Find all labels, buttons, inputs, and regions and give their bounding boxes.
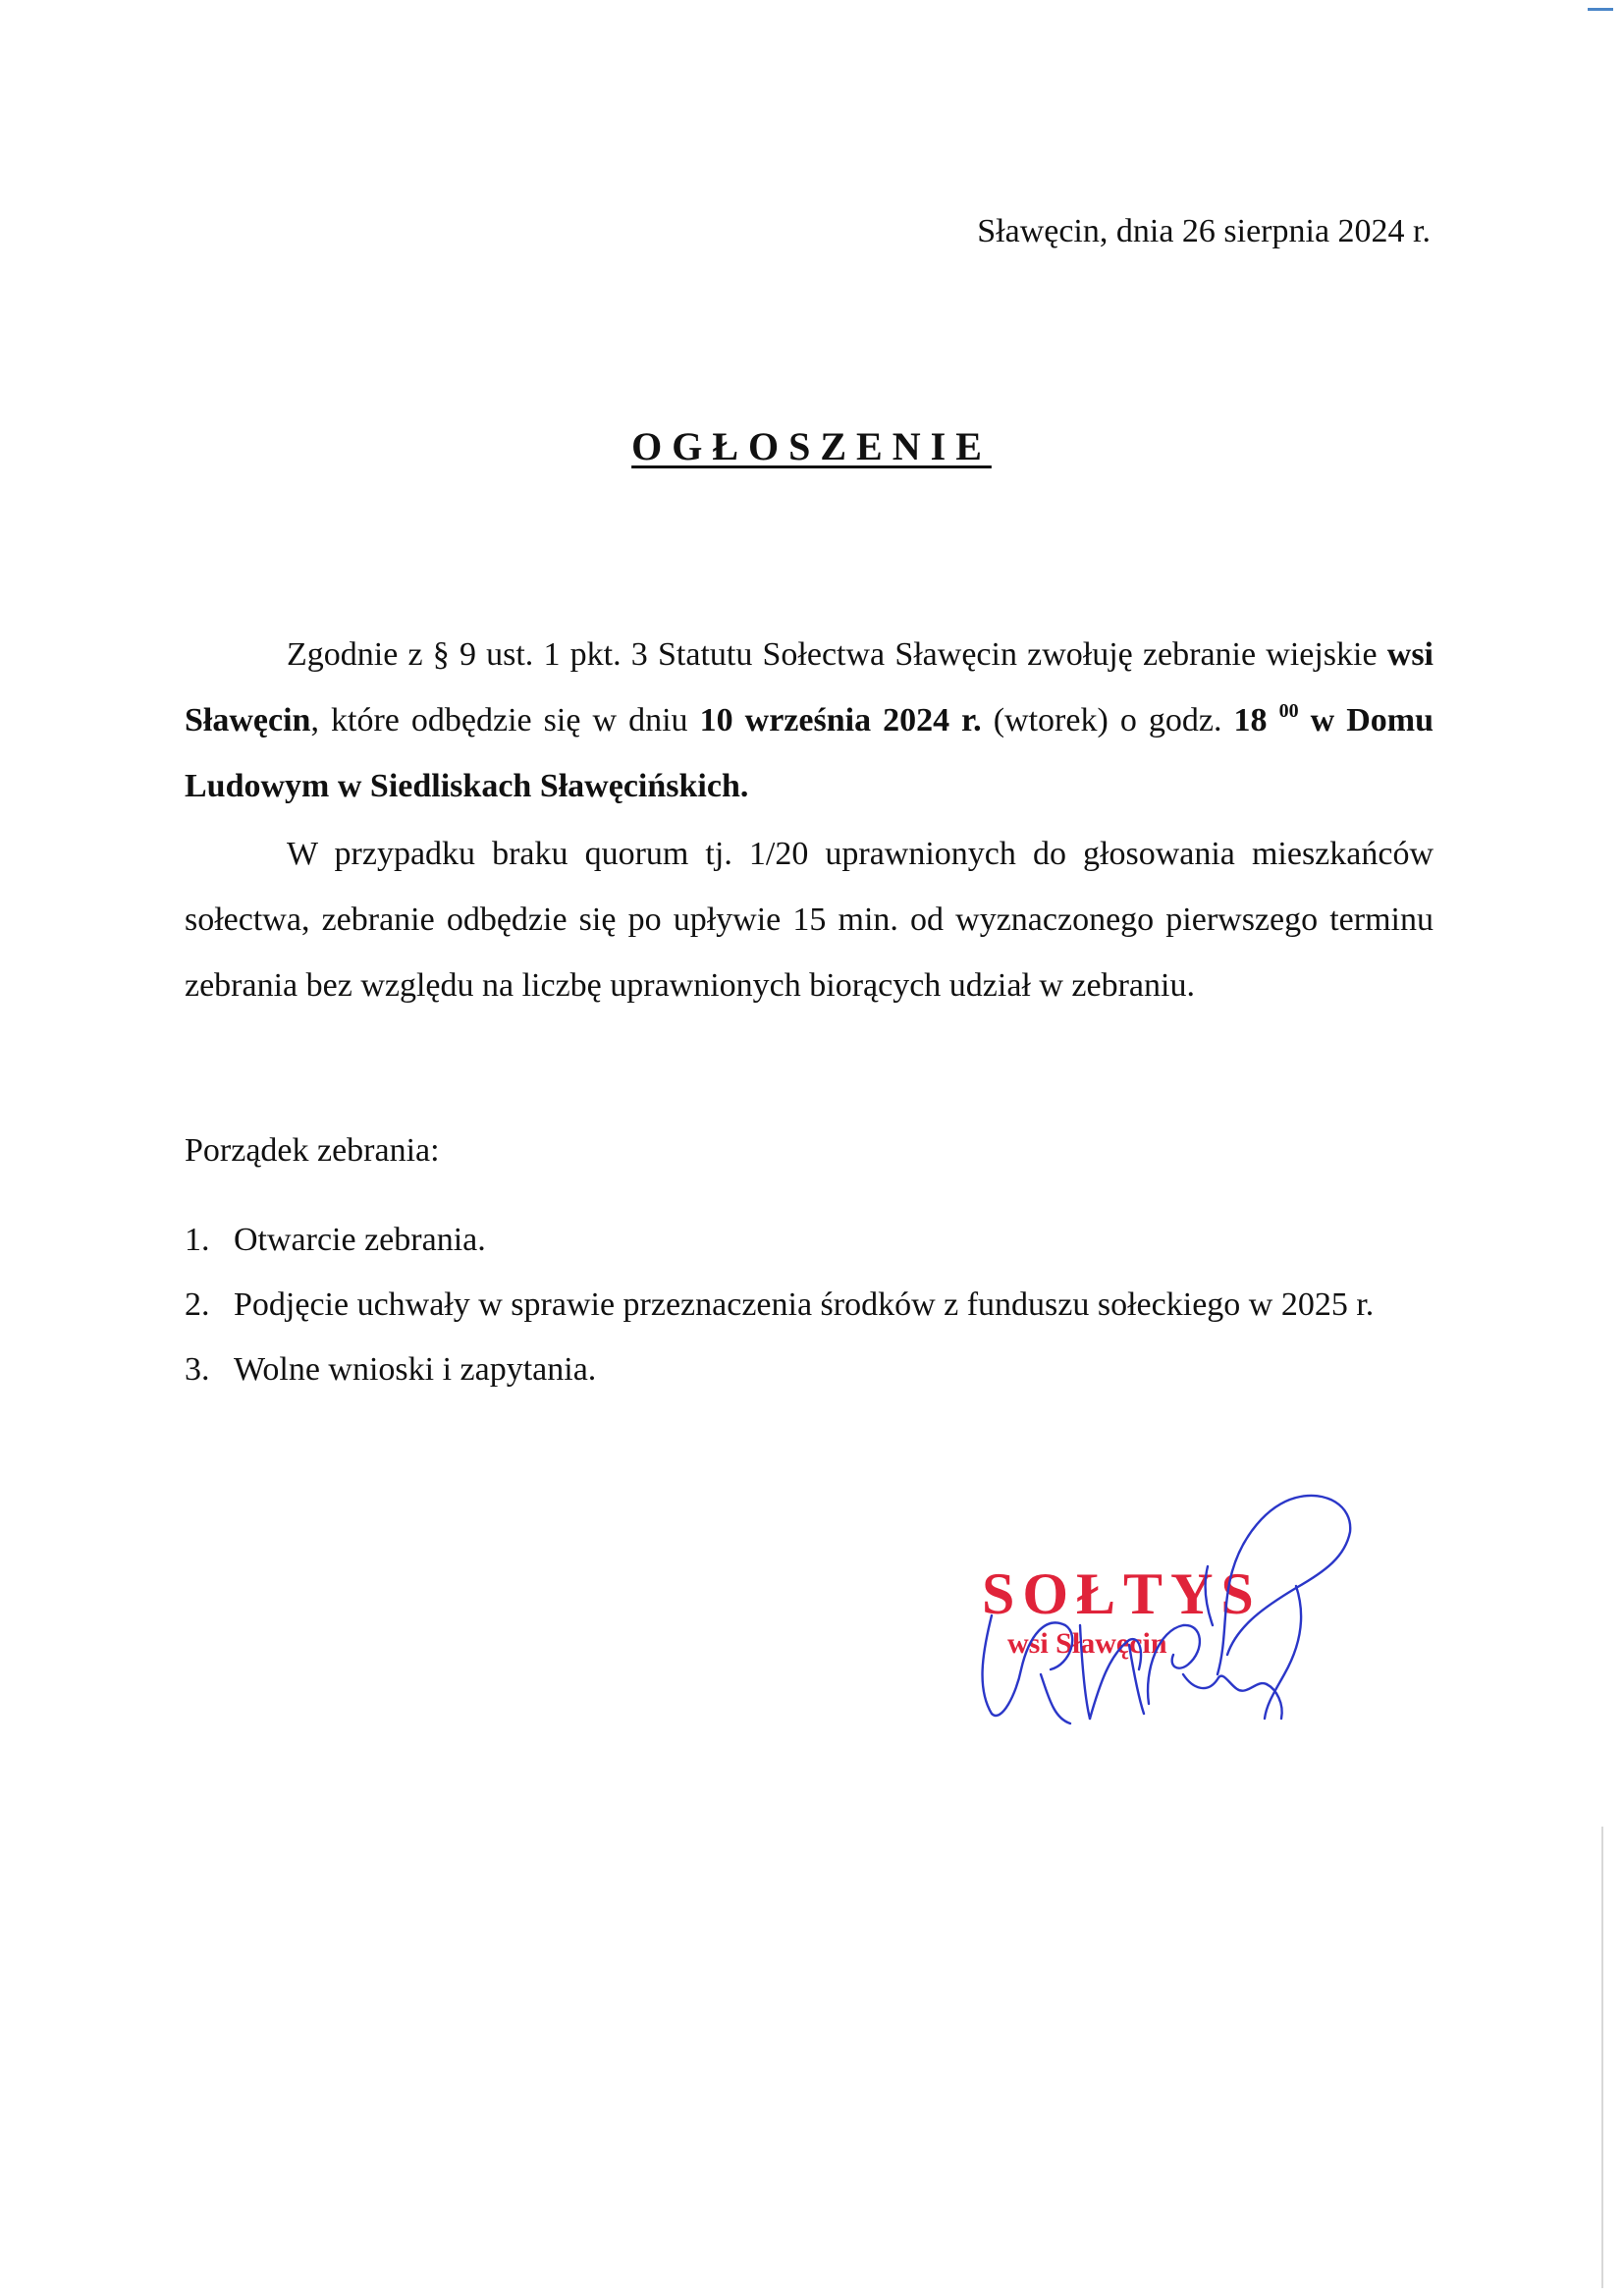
document-title: [0, 422, 1623, 471]
agenda-item-text: Otwarcie zebrania.: [234, 1222, 486, 1258]
stamp-title: SOŁTYS: [982, 1561, 1262, 1626]
p1-hour: 18: [1233, 702, 1268, 738]
p1-date: 10 września 2024 r.: [699, 702, 982, 738]
p1-village: wsi Sławęcin: [185, 636, 1434, 738]
agenda-item: [185, 1339, 1434, 1400]
agenda-item-number: 3.: [185, 1351, 210, 1388]
agenda-item-number: 1.: [185, 1222, 210, 1258]
paragraph-quorum: W przypadku braku quorum tj. 1/20 uprawnionych do głosowania mieszkańców sołectwa, zebranie odbędzie się po upływie 15 min. od wyznaczonego pierwszego terminu zebrania bez względu na liczbę uprawnionych biorących udział w zebraniu.: [185, 836, 1434, 1004]
agenda-item-text: Wolne wnioski i zapytania.: [234, 1351, 597, 1388]
p1-text-1: Zgodnie z § 9 ust. 1 pkt. 3 Statutu Sołectwa Sławęcin zwołuję zebranie wiejskie: [287, 636, 1387, 673]
agenda-list: [185, 1210, 1434, 1404]
paragraph-convocation: [185, 622, 1434, 819]
handwritten-signature: [972, 1478, 1384, 1743]
p1-place: w Domu Ludowym w Siedliskach Sławęcińskich.: [185, 702, 1434, 804]
stamp-subtitle: wsi Sławęcin: [1007, 1627, 1167, 1660]
p1-text-3: (wtorek) o godz.: [981, 702, 1234, 738]
p1-text-2: , które odbędzie się w dniu: [310, 702, 700, 738]
scan-edge-line: [1601, 1827, 1603, 2288]
agenda-item: [185, 1210, 1434, 1271]
agenda-title: Porządek zebrania:: [185, 1132, 440, 1169]
agenda-item: [185, 1275, 1434, 1336]
title-text: OGŁOSZENIE: [631, 424, 992, 468]
agenda-item-number: 2.: [185, 1286, 210, 1323]
agenda-item-text: Podjęcie uchwały w sprawie przeznaczenia środków z funduszu sołeckiego w 2025 r.: [234, 1286, 1375, 1323]
scan-edge-mark: [1588, 8, 1613, 11]
date-line: Sławęcin, dnia 26 sierpnia 2024 r.: [977, 213, 1431, 249]
p1-minutes: 00: [1278, 700, 1299, 722]
